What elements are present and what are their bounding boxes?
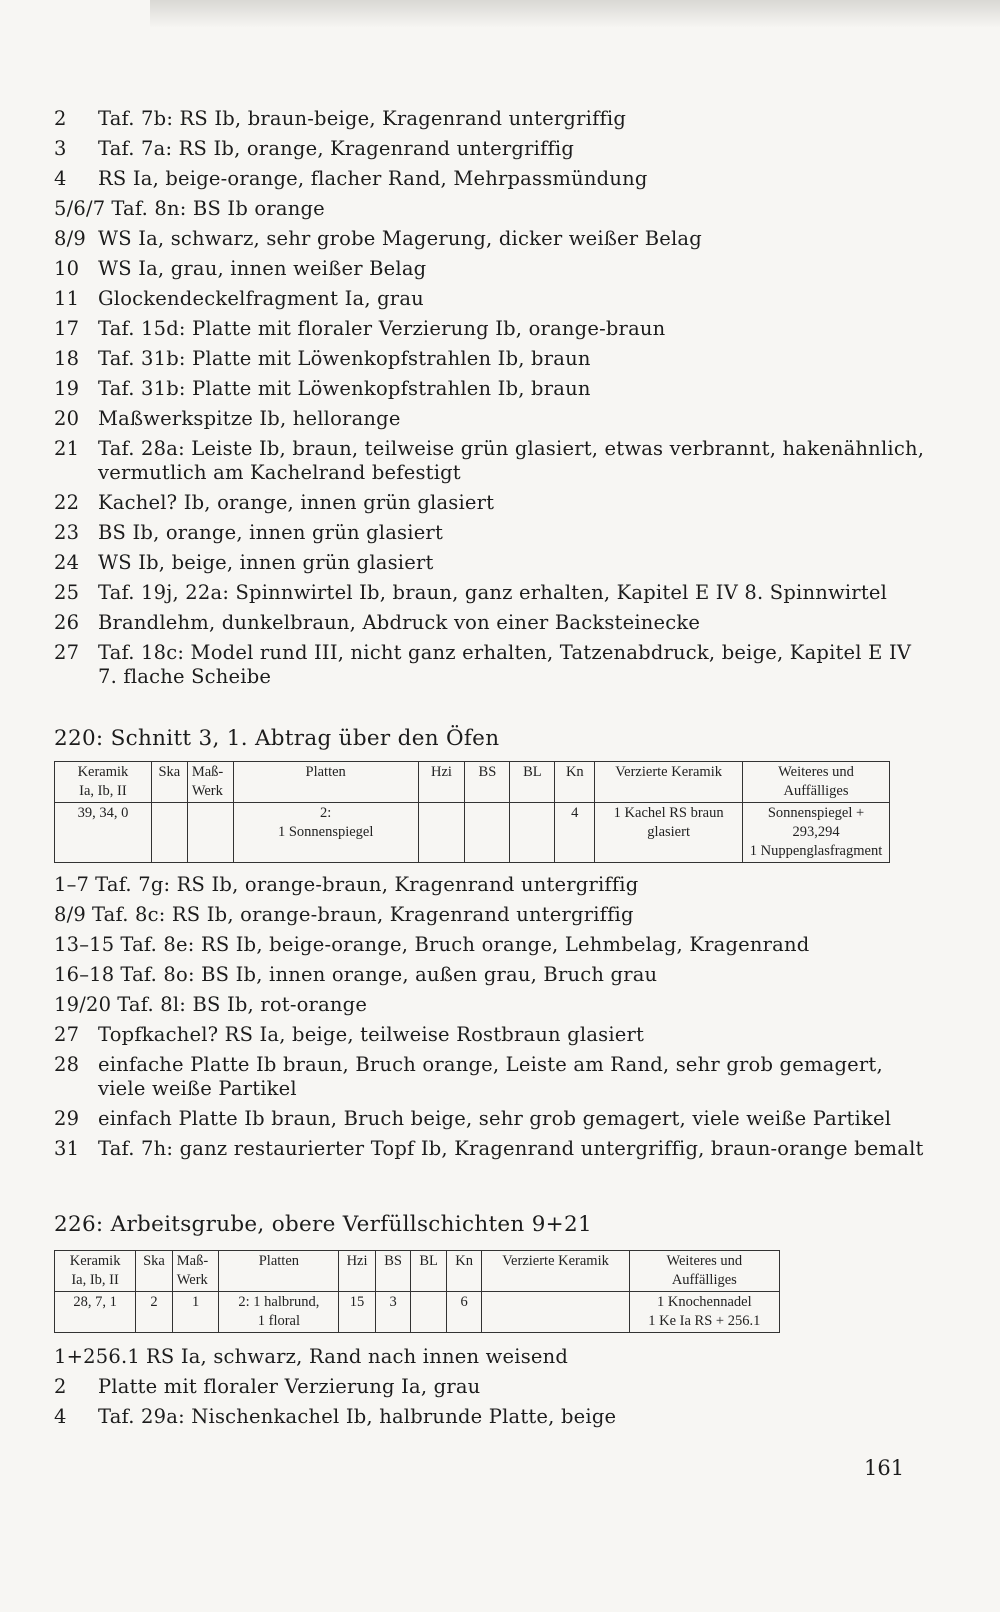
list-item: 2 Taf. 7b: RS Ib, braun-beige, Kragenrand untergriffig <box>54 107 627 130</box>
table-row: 39, 34, 0 2: 1 Sonnenspiegel 4 1 Kachel RS braun glasiert Sonnenspiegel + 293,294 1 Nuppenglasfragment <box>55 803 890 863</box>
list-item: 18 Taf. 31b: Platte mit Löwenkopfstrahlen Ib, braun <box>54 347 591 370</box>
finds-table-220 <box>54 761 890 863</box>
list-item: 11 Glockendeckelfragment Ia, grau <box>54 287 424 310</box>
list-item: 4 Taf. 29a: Nischenkachel Ib, halbrunde Platte, beige <box>54 1405 617 1428</box>
list-item: 24 WS Ib, beige, innen grün glasiert <box>54 551 434 574</box>
list-item: 1–7 Taf. 7g: RS Ib, orange-braun, Kragenrand untergriffig <box>54 873 639 896</box>
list-item: 20 Maßwerkspitze Ib, hellorange <box>54 407 401 430</box>
list-item: 27 Taf. 18c: Model rund III, nicht ganz erhalten, Tatzenabdruck, beige, Kapitel E IV 7. flache Scheibe <box>54 641 912 688</box>
list-item: 4 RS Ia, beige-orange, flacher Rand, Mehrpassmündung <box>54 167 648 190</box>
list-item: 13–15 Taf. 8e: RS Ib, beige-orange, Bruch orange, Lehmbelag, Kragenrand <box>54 933 810 956</box>
section-heading-220: 220: Schnitt 3, 1. Abtrag über den Öfen <box>54 726 500 751</box>
list-item: 22 Kachel? Ib, orange, innen grün glasiert <box>54 491 495 514</box>
page-number: 161 <box>864 1456 905 1480</box>
list-item: 31 Taf. 7h: ganz restaurierter Topf Ib, Kragenrand untergriffig, braun-orange bemalt <box>54 1137 924 1160</box>
list-item: 2 Platte mit floraler Verzierung Ia, grau <box>54 1375 481 1398</box>
list-item: 29 einfach Platte Ib braun, Bruch beige, sehr grob gemagert, viele weiße Partikel <box>54 1107 892 1130</box>
list-item: 19/20 Taf. 8l: BS Ib, rot-orange <box>54 993 368 1016</box>
table-header-row: Keramik Ia, Ib, II Ska Maß- Werk Platten Hzi BS BL Kn Verzierte Keramik Weiteres und Auffälliges <box>55 762 890 803</box>
list-item: 8/9 Taf. 8c: RS Ib, orange-braun, Kragenrand untergriffig <box>54 903 634 926</box>
finds-table-226 <box>54 1250 780 1333</box>
list-item: 1+256.1 RS Ia, schwarz, Rand nach innen weisend <box>54 1345 569 1368</box>
list-item: 23 BS Ib, orange, innen grün glasiert <box>54 521 443 544</box>
list-item: 10 WS Ia, grau, innen weißer Belag <box>54 257 427 280</box>
find-list-top <box>54 104 934 692</box>
table-header-row: Keramik Ia, Ib, II Ska Maß- Werk Platten Hzi BS BL Kn Verzierte Keramik Weiteres und Auffälliges <box>55 1251 780 1292</box>
find-list-226 <box>54 1342 934 1432</box>
list-item: 28 einfache Platte Ib braun, Bruch orange, Leiste am Rand, sehr grob gemagert, viele weiße Partikel <box>54 1053 883 1100</box>
section-heading-226: 226: Arbeitsgrube, obere Verfüllschichten 9+21 <box>54 1212 592 1237</box>
list-item: 17 Taf. 15d: Platte mit floraler Verzierung Ib, orange-braun <box>54 317 666 340</box>
list-item: 8/9 WS Ia, schwarz, sehr grobe Magerung, dicker weißer Belag <box>54 227 702 250</box>
list-item: 16–18 Taf. 8o: BS Ib, innen orange, außen grau, Bruch grau <box>54 963 658 986</box>
scan-shadow <box>150 0 1000 28</box>
find-list-220 <box>54 870 934 1164</box>
list-item: 21 Taf. 28a: Leiste Ib, braun, teilweise grün glasiert, etwas verbrannt, hakenähnlich, vermutlich am Kachelrand befestigt <box>54 437 925 484</box>
table-row: 28, 7, 1 2 1 2: 1 halbrund, 1 floral 15 3 6 1 Knochennadel 1 Ke Ia RS + 256.1 <box>55 1292 780 1333</box>
list-item: 5/6/7 Taf. 8n: BS Ib orange <box>54 197 325 220</box>
list-item: 3 Taf. 7a: RS Ib, orange, Kragenrand untergriffig <box>54 137 575 160</box>
list-item: 26 Brandlehm, dunkelbraun, Abdruck von einer Backsteinecke <box>54 611 701 634</box>
list-item: 19 Taf. 31b: Platte mit Löwenkopfstrahlen Ib, braun <box>54 377 591 400</box>
list-item: 27 Topfkachel? RS Ia, beige, teilweise Rostbraun glasiert <box>54 1023 645 1046</box>
list-item: 25 Taf. 19j, 22a: Spinnwirtel Ib, braun, ganz erhalten, Kapitel E IV 8. Spinnwirtel <box>54 581 888 604</box>
